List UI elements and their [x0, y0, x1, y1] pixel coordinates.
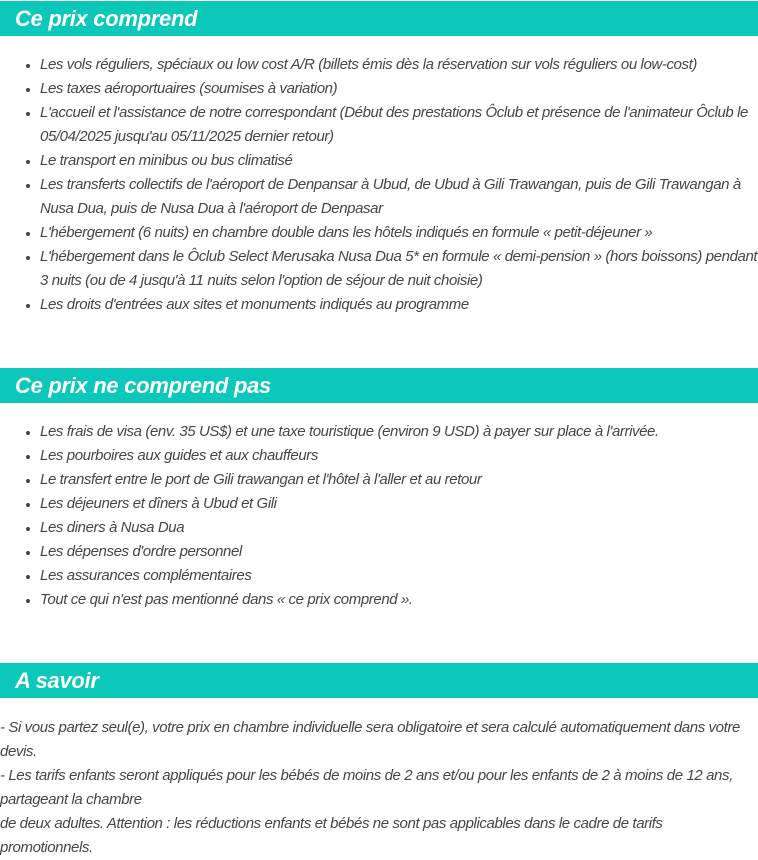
- not-included-list: [0, 420, 758, 612]
- list-item: • Les dépenses d'ordre personnel: [40, 540, 758, 564]
- included-list: [0, 53, 758, 317]
- list-item: • L'hébergement dans le Ôclub Select Merusaka Nusa Dua 5* en formule « demi-pension » (hors boissons) pendant 3 nuits (ou de 4 jusqu'à 11 nuits selon l'option de séjour de nuit choisie): [40, 245, 758, 293]
- list-item: • Les assurances complémentaires: [40, 564, 758, 588]
- section-title-included: Ce prix comprend: [15, 6, 198, 31]
- notes-paragraph: de deux adultes. Attention : les réductions enfants et bébés ne sont pas applicables dans le cadre de tarifs promotionnels.: [0, 815, 663, 856]
- list-item: • L'accueil et l'assistance de notre correspondant (Début des prestations Ôclub et présence de l'animateur Ôclub le 05/04/2025 jusqu'au 05/11/2025 dernier retour): [40, 101, 758, 149]
- list-item: • Les taxes aéroportuaires (soumises à variation): [40, 77, 758, 101]
- notes-paragraph: - Si vous partez seul(e), votre prix en chambre individuelle sera obligatoire et sera calculé automatiquement dans votre devis.: [0, 719, 740, 760]
- section-title-notes: A savoir: [15, 668, 99, 693]
- list-item: • Le transfert entre le port de Gili trawangan et l'hôtel à l'aller et au retour: [40, 468, 758, 492]
- list-item: • L'hébergement (6 nuits) en chambre double dans les hôtels indiqués en formule « petit-déjeuner »: [40, 221, 758, 245]
- list-item: • Les déjeuners et dîners à Ubud et Gili: [40, 492, 758, 516]
- list-item: • Le transport en minibus ou bus climatisé: [40, 149, 758, 173]
- list-item: • Les frais de visa (env. 35 US$) et une taxe touristique (environ 9 USD) à payer sur place à l'arrivée.: [40, 420, 758, 444]
- list-item: • Les transferts collectifs de l'aéroport de Denpansar à Ubud, de Ubud à Gili Trawangan, puis de Gili Trawangan à Nusa Dua, puis de Nusa Dua à l'aéroport de Denpasar: [40, 173, 758, 221]
- section-header-bar-included: [0, 1, 758, 36]
- notes-paragraph: - Les tarifs enfants seront appliqués pour les bébés de moins de 2 ans et/ou pour les enfants de 2 à moins de 12 ans, partageant la chambre: [0, 767, 733, 808]
- list-item: • Les vols réguliers, spéciaux ou low cost A/R (billets émis dès la réservation sur vols réguliers ou low-cost): [40, 53, 758, 77]
- list-item: • Tout ce qui n'est pas mentionné dans « ce prix comprend ».: [40, 588, 758, 612]
- list-item: • Les droits d'entrées aux sites et monuments indiqués au programme: [40, 293, 758, 317]
- list-item: • Les pourboires aux guides et aux chauffeurs: [40, 444, 758, 468]
- list-item: • Les diners à Nusa Dua: [40, 516, 758, 540]
- notes-block: [0, 716, 758, 860]
- section-header-bar-not-included: [0, 368, 758, 403]
- section-title-not-included: Ce prix ne comprend pas: [15, 373, 271, 398]
- section-header-bar-notes: [0, 663, 758, 698]
